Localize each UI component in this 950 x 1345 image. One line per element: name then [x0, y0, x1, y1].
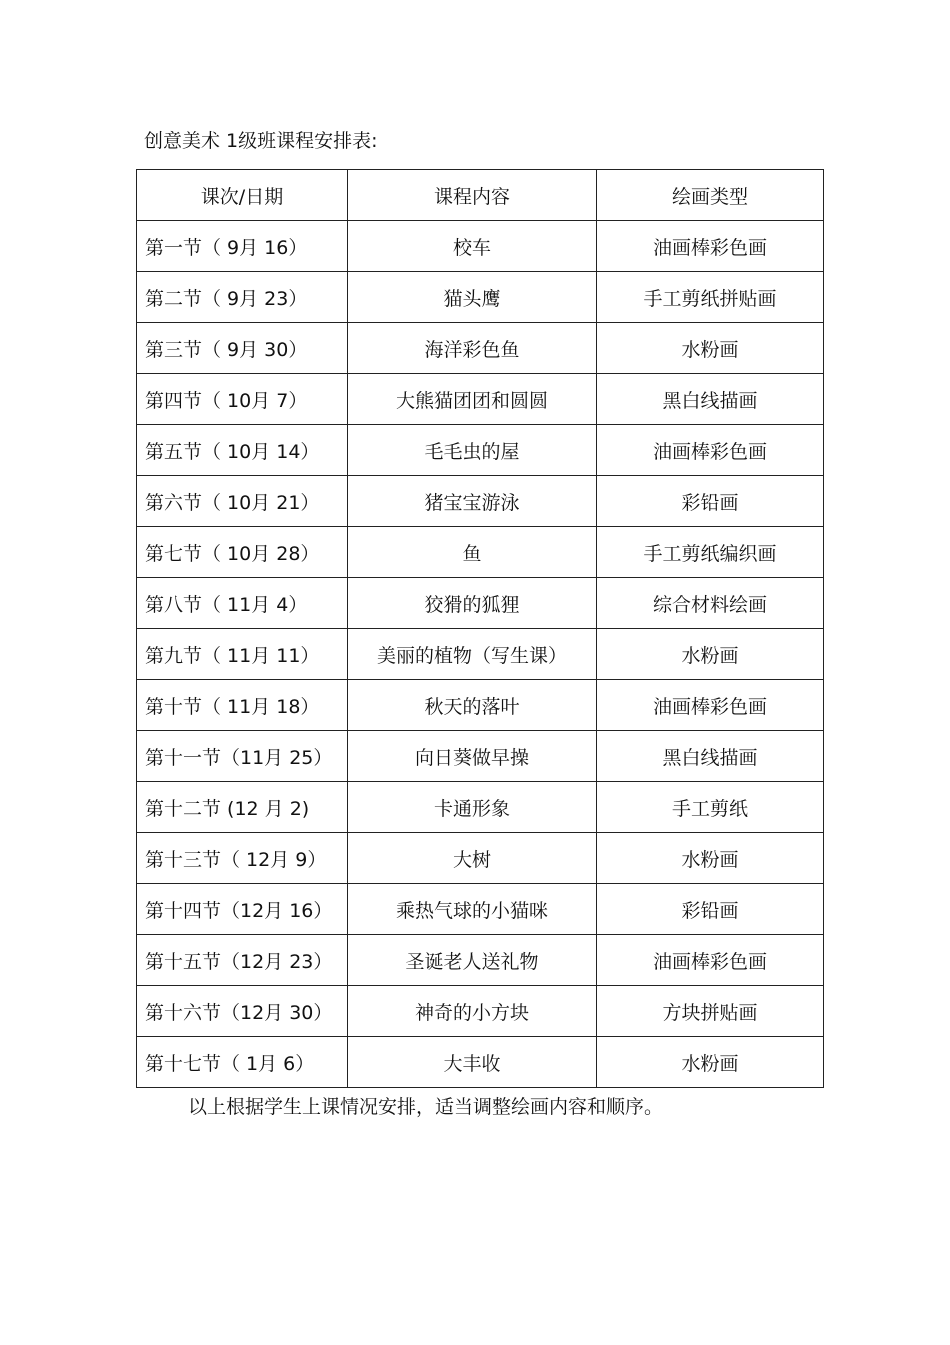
- table-row: [137, 578, 824, 629]
- table-row: [137, 1037, 824, 1088]
- table-row: [137, 221, 824, 272]
- cell-course-content: 校车: [348, 221, 597, 272]
- cell-course-content: 鱼: [348, 527, 597, 578]
- table-row: [137, 527, 824, 578]
- cell-session-date: 第十节（ 11月 18）: [137, 680, 348, 731]
- cell-course-content: 大丰收: [348, 1037, 597, 1088]
- cell-painting-type: 油画棒彩色画: [597, 680, 824, 731]
- table-row: [137, 833, 824, 884]
- table-row: [137, 935, 824, 986]
- cell-painting-type: 黑白线描画: [597, 731, 824, 782]
- cell-course-content: 美丽的植物（写生课）: [348, 629, 597, 680]
- cell-course-content: 大熊猫团团和圆圆: [348, 374, 597, 425]
- cell-course-content: 狡猾的狐狸: [348, 578, 597, 629]
- cell-session-date: 第十七节（ 1月 6）: [137, 1037, 348, 1088]
- cell-painting-type: 油画棒彩色画: [597, 935, 824, 986]
- cell-course-content: 神奇的小方块: [348, 986, 597, 1037]
- header-course-content: 课程内容: [348, 170, 597, 221]
- cell-session-date: 第十三节（ 12月 9）: [137, 833, 348, 884]
- cell-painting-type: 水粉画: [597, 1037, 824, 1088]
- cell-painting-type: 彩铅画: [597, 884, 824, 935]
- cell-painting-type: 水粉画: [597, 833, 824, 884]
- table-row: [137, 272, 824, 323]
- cell-session-date: 第三节（ 9月 30）: [137, 323, 348, 374]
- cell-session-date: 第十四节（12月 16）: [137, 884, 348, 935]
- course-schedule-table: [136, 169, 824, 1088]
- table-row: [137, 425, 824, 476]
- cell-course-content: 圣诞老人送礼物: [348, 935, 597, 986]
- cell-painting-type: 水粉画: [597, 629, 824, 680]
- header-session-date: 课次/日期: [137, 170, 348, 221]
- cell-session-date: 第八节（ 11月 4）: [137, 578, 348, 629]
- table-row: [137, 782, 824, 833]
- cell-session-date: 第十二节 (12 月 2): [137, 782, 348, 833]
- table-row: [137, 476, 824, 527]
- table-row: [137, 986, 824, 1037]
- table-row: [137, 731, 824, 782]
- cell-session-date: 第十五节（12月 23）: [137, 935, 348, 986]
- cell-course-content: 卡通形象: [348, 782, 597, 833]
- cell-course-content: 乘热气球的小猫咪: [348, 884, 597, 935]
- cell-session-date: 第二节（ 9月 23）: [137, 272, 348, 323]
- cell-painting-type: 油画棒彩色画: [597, 425, 824, 476]
- cell-course-content: 猫头鹰: [348, 272, 597, 323]
- header-painting-type: 绘画类型: [597, 170, 824, 221]
- cell-painting-type: 水粉画: [597, 323, 824, 374]
- cell-session-date: 第十一节（11月 25）: [137, 731, 348, 782]
- cell-course-content: 向日葵做早操: [348, 731, 597, 782]
- cell-session-date: 第六节（ 10月 21）: [137, 476, 348, 527]
- cell-course-content: 毛毛虫的屋: [348, 425, 597, 476]
- page-title: 创意美术 1级班课程安排表:: [144, 130, 378, 152]
- cell-session-date: 第四节（ 10月 7）: [137, 374, 348, 425]
- cell-painting-type: 手工剪纸拼贴画: [597, 272, 824, 323]
- cell-course-content: 大树: [348, 833, 597, 884]
- table-row: [137, 629, 824, 680]
- cell-course-content: 海洋彩色鱼: [348, 323, 597, 374]
- cell-painting-type: 油画棒彩色画: [597, 221, 824, 272]
- cell-painting-type: 综合材料绘画: [597, 578, 824, 629]
- cell-painting-type: 黑白线描画: [597, 374, 824, 425]
- cell-session-date: 第一节（ 9月 16）: [137, 221, 348, 272]
- table-header-row: [137, 170, 824, 221]
- cell-painting-type: 手工剪纸: [597, 782, 824, 833]
- cell-course-content: 猪宝宝游泳: [348, 476, 597, 527]
- footer-note: 以上根据学生上课情况安排，适当调整绘画内容和顺序。: [188, 1096, 664, 1118]
- cell-painting-type: 手工剪纸编织画: [597, 527, 824, 578]
- cell-session-date: 第七节（ 10月 28）: [137, 527, 348, 578]
- table-row: [137, 680, 824, 731]
- cell-session-date: 第五节（ 10月 14）: [137, 425, 348, 476]
- cell-session-date: 第九节（ 11月 11）: [137, 629, 348, 680]
- cell-course-content: 秋天的落叶: [348, 680, 597, 731]
- cell-painting-type: 方块拼贴画: [597, 986, 824, 1037]
- table-row: [137, 374, 824, 425]
- cell-painting-type: 彩铅画: [597, 476, 824, 527]
- table-row: [137, 884, 824, 935]
- table-row: [137, 323, 824, 374]
- cell-session-date: 第十六节（12月 30）: [137, 986, 348, 1037]
